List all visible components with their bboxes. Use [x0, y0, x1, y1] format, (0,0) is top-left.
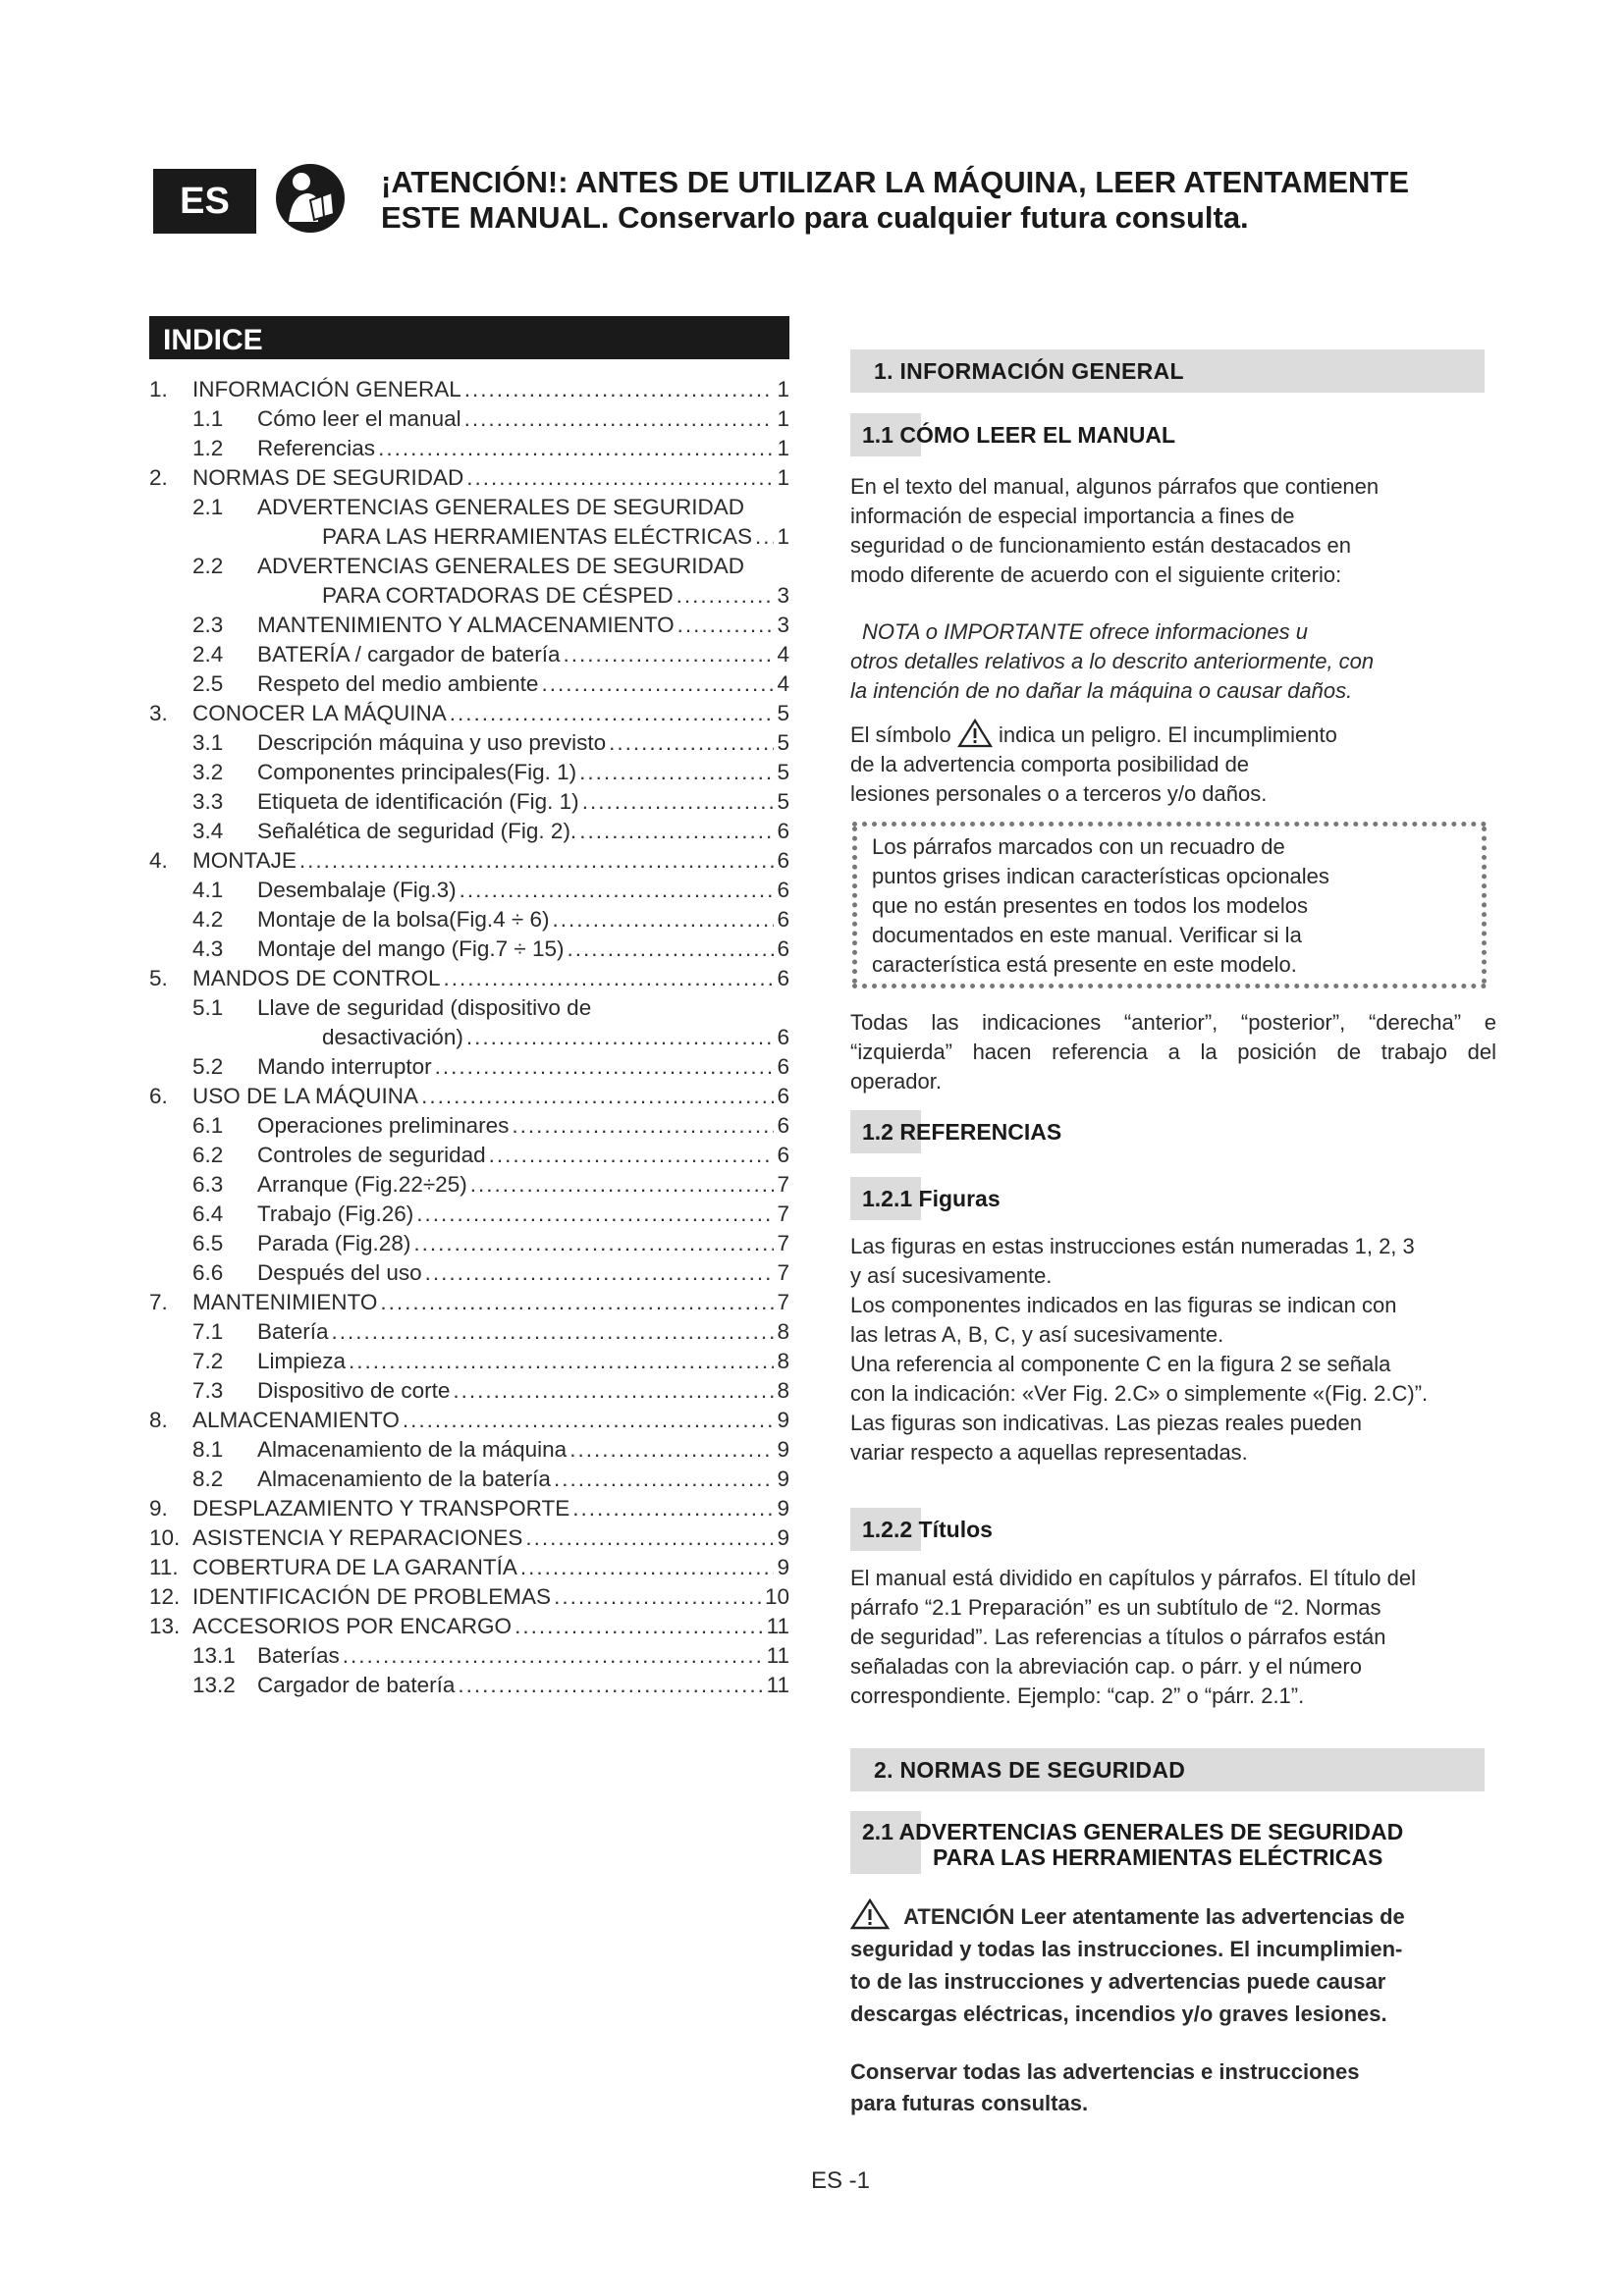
header-warning-title: [381, 165, 1461, 236]
toc-leader-dots: [514, 1614, 764, 1639]
toc-entry: [149, 1555, 789, 1584]
toc-entry-title: BATERÍA / cargador de batería: [257, 642, 561, 667]
toc-entry-page: 3: [777, 583, 789, 608]
toc-entry-page: 8: [777, 1349, 789, 1373]
text-line: NOTA o IMPORTANTE ofrece informaciones u: [862, 619, 1308, 644]
text-line: Las figuras en estas instrucciones están numeradas 1, 2, 3: [850, 1234, 1415, 1258]
text-fragment: indica un peligro. El incumplimiento: [998, 722, 1337, 747]
toc-leader-dots: [416, 1201, 774, 1227]
toc-entry-title: Después del uso: [257, 1260, 422, 1285]
text-line: característica está presente en este modelo.: [872, 952, 1297, 977]
text-line: lesiones personales o a terceros y/o daños.: [850, 781, 1268, 806]
toc-leader-dots: [677, 613, 775, 638]
read-manual-icon: [275, 163, 346, 234]
toc-entry-title: Montaje de la bolsa(Fig.4 ÷ 6): [257, 907, 550, 932]
toc-entry-title: PARA CORTADORAS DE CÉSPED: [322, 583, 674, 608]
toc-leader-dots: [572, 1496, 774, 1522]
toc-leader-dots: [453, 1378, 774, 1404]
intro-paragraph: [850, 472, 1498, 590]
keep-instructions-paragraph: [850, 2056, 1498, 2119]
toc-entry: [149, 760, 789, 789]
toc-entry-page: 7: [777, 1231, 789, 1255]
toc-entry: [149, 377, 789, 406]
table-of-contents: [149, 377, 789, 1702]
toc-entry: [149, 1584, 789, 1614]
toc-leader-dots: [568, 936, 775, 962]
toc-leader-dots: [435, 1054, 775, 1080]
toc-entry-title: USO DE LA MÁQUINA: [192, 1084, 419, 1108]
toc-entry-number: 2.3: [192, 613, 224, 637]
text-line: documentados en este manual. Verificar si la: [872, 923, 1302, 947]
toc-entry-number: 6.5: [192, 1231, 224, 1255]
text-line: modo diferente de acuerdo con el siguiente criterio:: [850, 562, 1342, 587]
toc-leader-dots: [525, 1525, 774, 1551]
toc-entry: [149, 1231, 789, 1260]
toc-entry-page: 4: [777, 671, 789, 696]
toc-entry-number: 1.1: [192, 406, 224, 431]
toc-entry: [149, 1496, 789, 1525]
toc-entry-title: Montaje del mango (Fig.7 ÷ 15): [257, 936, 565, 961]
toc-entry-page: 9: [777, 1555, 789, 1579]
toc-entry-title: Señalética de seguridad (Fig. 2).: [257, 819, 577, 843]
toc-leader-dots: [466, 465, 774, 491]
toc-entry: [149, 1673, 789, 1702]
direction-paragraph: [850, 1008, 1496, 1096]
toc-entry-title: IDENTIFICACIÓN DE PROBLEMAS: [192, 1584, 552, 1609]
toc-entry: [149, 1408, 789, 1437]
toc-leader-dots: [553, 907, 775, 933]
toc-entry-number: 7.: [149, 1290, 168, 1314]
toc-entry: [149, 1467, 789, 1496]
toc-entry: [149, 789, 789, 819]
toc-entry-page: 9: [777, 1525, 789, 1550]
toc-entry-title: MANTENIMIENTO Y ALMACENAMIENTO: [257, 613, 675, 637]
toc-leader-dots: [466, 1025, 775, 1050]
toc-leader-dots: [299, 848, 775, 874]
toc-entry-title: Componentes principales(Fig. 1): [257, 760, 577, 784]
toc-entry-page: 1: [777, 406, 789, 431]
toc-entry-title: Arranque (Fig.22÷25): [257, 1172, 467, 1197]
toc-entry-number: 7.3: [192, 1378, 224, 1403]
toc-entry-number: 13.1: [192, 1643, 236, 1668]
toc-entry: [149, 1054, 789, 1084]
toc-entry: [149, 1025, 789, 1054]
text-line: párrafo “2.1 Preparación” es un subtítulo de “2. Normas: [850, 1595, 1381, 1620]
toc-leader-dots: [378, 436, 774, 461]
toc-entry-number: 2.: [149, 465, 168, 490]
toc-leader-dots: [460, 878, 775, 903]
warning-triangle-icon: [957, 719, 993, 748]
toc-entry: [149, 701, 789, 730]
text-fragment: El símbolo: [850, 722, 951, 747]
toc-entry-number: 6.3: [192, 1172, 224, 1197]
text-line: Las figuras son indicativas. Las piezas reales pueden: [850, 1411, 1362, 1435]
toc-entry: [149, 1349, 789, 1378]
text-line: correspondiente. Ejemplo: “cap. 2” o “párr. 2.1”.: [850, 1683, 1305, 1708]
toc-entry-title: CONOCER LA MÁQUINA: [192, 701, 447, 725]
text-line: “izquierda” hacen referencia a la posición de trabajo del: [850, 1040, 1496, 1064]
toc-leader-dots: [520, 1555, 775, 1580]
toc-leader-dots: [450, 701, 775, 726]
text-fragment: ATENCIÓN Leer atentamente las advertencias de: [903, 1904, 1405, 1929]
toc-entry-page: 7: [777, 1172, 789, 1197]
figures-paragraph: [850, 1232, 1498, 1468]
section-1-2-1-heading: 1.2.1 Figuras: [850, 1177, 1001, 1220]
toc-entry: [149, 907, 789, 936]
toc-leader-dots: [464, 406, 775, 432]
toc-entry: [149, 1201, 789, 1231]
toc-entry: [149, 936, 789, 966]
toc-entry-page: 11: [766, 1673, 789, 1697]
text-line: la intención de no dañar la máquina o causar daños.: [850, 678, 1353, 703]
toc-entry-number: 4.1: [192, 878, 224, 902]
toc-leader-dots: [464, 377, 775, 402]
toc-leader-dots: [343, 1643, 764, 1669]
toc-entry: [149, 1614, 789, 1643]
toc-entry-title: Baterías: [257, 1643, 340, 1668]
text-line: de la advertencia comporta posibilidad de: [850, 752, 1250, 776]
toc-entry: [149, 583, 789, 613]
toc-entry-page: 7: [777, 1260, 789, 1285]
toc-leader-dots: [413, 1231, 774, 1256]
toc-entry: [149, 465, 789, 495]
text-line: Los componentes indicados en las figuras se indican con: [850, 1293, 1397, 1317]
toc-entry-number: 2.4: [192, 642, 224, 667]
toc-entry-title: Referencias: [257, 436, 376, 460]
language-badge: ES: [153, 169, 256, 234]
toc-entry-number: 8.2: [192, 1467, 224, 1491]
toc-leader-dots: [444, 966, 775, 991]
toc-entry-page: 6: [777, 907, 789, 932]
toc-entry-page: 6: [777, 1143, 789, 1167]
toc-leader-dots: [609, 730, 774, 756]
text-line: to de las instrucciones y advertencias puede causar: [850, 1969, 1386, 1994]
toc-entry-number: 3.4: [192, 819, 224, 843]
toc-entry-title: ASISTENCIA Y REPARACIONES: [192, 1525, 523, 1550]
warning-symbol-paragraph: [850, 719, 1498, 809]
toc-entry-number: 7.1: [192, 1319, 224, 1344]
toc-leader-dots: [541, 671, 774, 697]
toc-entry-title: MANTENIMIENTO: [192, 1290, 378, 1314]
toc-entry-title: desactivación): [322, 1025, 463, 1049]
toc-entry-page: 6: [777, 1113, 789, 1138]
toc-entry-page: 6: [777, 1084, 789, 1108]
toc-entry-page: 5: [777, 730, 789, 755]
toc-entry: [149, 406, 789, 436]
toc-entry-number: 1.2: [192, 436, 224, 460]
heading-line: PARA LAS HERRAMIENTAS ELÉCTRICAS: [933, 1844, 1383, 1870]
toc-entry: [149, 1319, 789, 1349]
section-1-heading: 1. INFORMACIÓN GENERAL: [850, 349, 1485, 393]
toc-leader-dots: [470, 1172, 775, 1198]
optional-feature-text: [872, 832, 1329, 980]
section-2-heading: 2. NORMAS DE SEGURIDAD: [850, 1748, 1485, 1791]
toc-entry-number: 4.: [149, 848, 168, 873]
toc-entry-number: 3.3: [192, 789, 224, 814]
toc-entry-number: 2.2: [192, 554, 224, 578]
toc-entry-page: 6: [777, 848, 789, 873]
toc-entry: [149, 878, 789, 907]
toc-entry-page: 9: [777, 1408, 789, 1432]
toc-entry-title: ADVERTENCIAS GENERALES DE SEGURIDAD: [257, 554, 744, 578]
toc-entry-title: Limpieza: [257, 1349, 347, 1373]
toc-entry: [149, 1113, 789, 1143]
toc-leader-dots: [425, 1260, 775, 1286]
text-line: operador.: [850, 1069, 942, 1094]
header-title-line-2: ESTE MANUAL. Conservarlo para cualquier futura consulta.: [381, 200, 1249, 235]
toc-entry-number: 5.1: [192, 995, 224, 1020]
toc-entry-title: ACCESORIOS POR ENCARGO: [192, 1614, 513, 1638]
toc-leader-dots: [579, 819, 774, 844]
text-line: para futuras consultas.: [850, 2091, 1089, 2115]
toc-entry-page: 9: [777, 1467, 789, 1491]
text-line: En el texto del manual, algunos párrafos que contienen: [850, 474, 1380, 499]
toc-leader-dots: [349, 1349, 774, 1374]
toc-entry-number: 2.1: [192, 495, 224, 519]
toc-entry-title: Cómo leer el manual: [257, 406, 461, 431]
titles-paragraph: [850, 1564, 1498, 1711]
toc-entry-page: 5: [777, 789, 789, 814]
toc-entry-title: Operaciones preliminares: [257, 1113, 510, 1138]
toc-entry-page: 6: [777, 819, 789, 843]
text-line: descargas eléctricas, incendios y/o graves lesiones.: [850, 2002, 1387, 2026]
toc-entry-number: 11.: [149, 1555, 179, 1579]
toc-entry-title: MANDOS DE CONTROL: [192, 966, 441, 990]
section-1-2-2-heading: 1.2.2 Títulos: [850, 1508, 993, 1551]
toc-entry-page: 9: [777, 1437, 789, 1462]
index-heading: INDICE: [149, 316, 789, 359]
text-line: que no están presentes en todos los modelos: [872, 893, 1308, 918]
toc-leader-dots: [421, 1084, 774, 1109]
toc-entry-number: 13.2: [192, 1673, 236, 1697]
text-line: de seguridad”. Las referencias a títulos o párrafos están: [850, 1625, 1386, 1649]
toc-entry-title: Almacenamiento de la máquina: [257, 1437, 568, 1462]
toc-entry-page: 10: [764, 1584, 789, 1609]
toc-entry-number: 5.: [149, 966, 168, 990]
toc-leader-dots: [458, 1673, 763, 1698]
toc-entry: [149, 995, 789, 1025]
toc-entry-page: 7: [777, 1290, 789, 1314]
warning-triangle-icon: [850, 1898, 890, 1930]
text-line: las letras A, B, C, y así sucesivamente.: [850, 1322, 1224, 1347]
text-line: otros detalles relativos a lo descrito anteriormente, con: [850, 649, 1375, 673]
toc-entry-title: Respeto del medio ambiente: [257, 671, 539, 696]
toc-entry: [149, 613, 789, 642]
toc-entry-title: COBERTURA DE LA GARANTÍA: [192, 1555, 517, 1579]
toc-entry-number: 6.1: [192, 1113, 224, 1138]
toc-entry-number: 2.5: [192, 671, 224, 696]
text-line: Conservar todas las advertencias e instrucciones: [850, 2059, 1360, 2084]
text-line: El manual está dividido en capítulos y párrafos. El título del: [850, 1566, 1416, 1590]
toc-entry-title: ADVERTENCIAS GENERALES DE SEGURIDAD: [257, 495, 744, 519]
toc-entry-number: 12.: [149, 1584, 181, 1609]
toc-leader-dots: [569, 1437, 774, 1463]
toc-entry-number: 1.: [149, 377, 168, 401]
toc-leader-dots: [564, 642, 775, 667]
toc-entry: [149, 819, 789, 848]
toc-entry-title: Llave de seguridad (dispositivo de: [257, 995, 592, 1020]
header-title-line-1: ¡ATENCIÓN!: ANTES DE UTILIZAR LA MÁQUINA, LEER ATENTAMENTE: [381, 165, 1410, 199]
toc-leader-dots: [403, 1408, 775, 1433]
page-number: ES -1: [811, 2167, 871, 2194]
toc-entry-page: 1: [777, 465, 789, 490]
toc-entry-page: 7: [777, 1201, 789, 1226]
toc-entry: [149, 1172, 789, 1201]
toc-entry: [149, 671, 789, 701]
toc-entry-title: Batería: [257, 1319, 329, 1344]
toc-entry: [149, 524, 789, 554]
text-line: señaladas con la abreviación cap. o párr. y el número: [850, 1654, 1362, 1679]
toc-entry-page: 1: [777, 377, 789, 401]
toc-entry-number: 9.: [149, 1496, 168, 1521]
toc-entry-number: 5.2: [192, 1054, 224, 1079]
toc-entry-page: 6: [777, 1025, 789, 1049]
toc-entry: [149, 436, 789, 465]
toc-entry-number: 6.2: [192, 1143, 224, 1167]
toc-entry-page: 4: [777, 642, 789, 667]
toc-entry-page: 8: [777, 1319, 789, 1344]
toc-entry: [149, 1290, 789, 1319]
toc-entry-number: 13.: [149, 1614, 181, 1638]
toc-entry-title: Almacenamiento de la batería: [257, 1467, 551, 1491]
toc-entry-number: 8.1: [192, 1437, 224, 1462]
toc-entry-title: Cargador de batería: [257, 1673, 456, 1697]
heading-line: 2.1 ADVERTENCIAS GENERALES DE SEGURIDAD: [862, 1819, 1404, 1844]
toc-leader-dots: [332, 1319, 775, 1345]
text-line: Los párrafos marcados con un recuadro de: [872, 834, 1285, 859]
toc-entry-page: 11: [766, 1614, 789, 1638]
text-line: con la indicación: «Ver Fig. 2.C» o simplemente «(Fig. 2.C)”.: [850, 1381, 1429, 1406]
text-line: Una referencia al componente C en la figura 2 se señala: [850, 1352, 1391, 1376]
toc-entry-title: PARA LAS HERRAMIENTAS ELÉCTRICAS: [322, 524, 753, 549]
section-2-1-heading: [850, 1811, 1403, 1874]
toc-entry-page: 8: [777, 1378, 789, 1403]
toc-entry: [149, 1260, 789, 1290]
toc-entry-page: 6: [777, 966, 789, 990]
text-line: información de especial importancia a fines de: [850, 504, 1295, 528]
toc-entry-title: DESPLAZAMIENTO Y TRANSPORTE: [192, 1496, 570, 1521]
section-1-2-heading: 1.2 REFERENCIAS: [850, 1110, 1061, 1153]
toc-entry-number: 6.: [149, 1084, 168, 1108]
text-line: seguridad y todas las instrucciones. El incumplimien-: [850, 1937, 1403, 1961]
toc-entry-title: Mando interruptor: [257, 1054, 432, 1079]
text-line: y así sucesivamente.: [850, 1263, 1053, 1288]
toc-entry-page: 6: [777, 878, 789, 902]
toc-entry-page: 9: [777, 1496, 789, 1521]
toc-entry-number: 4.2: [192, 907, 224, 932]
toc-entry: [149, 1143, 789, 1172]
toc-entry-number: 6.6: [192, 1260, 224, 1285]
toc-entry-number: 10.: [149, 1525, 181, 1550]
toc-entry-number: 7.2: [192, 1349, 224, 1373]
toc-entry-title: MONTAJE: [192, 848, 297, 873]
toc-entry-title: Dispositivo de corte: [257, 1378, 451, 1403]
toc-entry: [149, 1437, 789, 1467]
toc-leader-dots: [755, 524, 774, 550]
toc-entry-page: 1: [777, 436, 789, 460]
toc-entry-title: Parada (Fig.28): [257, 1231, 411, 1255]
toc-leader-dots: [554, 1584, 762, 1610]
note-paragraph: [850, 617, 1498, 706]
text-line: puntos grises indican características opcionales: [872, 864, 1329, 888]
toc-leader-dots: [582, 789, 775, 815]
toc-entry-title: Trabajo (Fig.26): [257, 1201, 414, 1226]
toc-entry-title: NORMAS DE SEGURIDAD: [192, 465, 464, 490]
toc-entry-number: 4.3: [192, 936, 224, 961]
text-line: seguridad o de funcionamiento están destacados en: [850, 533, 1352, 558]
toc-entry: [149, 848, 789, 878]
toc-entry: [149, 554, 789, 583]
toc-entry-page: 11: [766, 1643, 789, 1668]
section-1-1-heading: 1.1 CÓMO LEER EL MANUAL: [850, 413, 1175, 456]
toc-entry: [149, 495, 789, 524]
toc-entry: [149, 1084, 789, 1113]
text-line: variar respecto a aquellas representadas.: [850, 1440, 1248, 1465]
toc-entry: [149, 1525, 789, 1555]
toc-entry: [149, 966, 789, 995]
toc-leader-dots: [554, 1467, 775, 1492]
toc-leader-dots: [489, 1143, 775, 1168]
toc-entry-title: INFORMACIÓN GENERAL: [192, 377, 461, 401]
toc-entry-title: ALMACENAMIENTO: [192, 1408, 400, 1432]
toc-entry-title: Descripción máquina y uso previsto: [257, 730, 607, 755]
toc-leader-dots: [579, 760, 774, 785]
toc-leader-dots: [380, 1290, 774, 1315]
toc-entry-number: 3.: [149, 701, 168, 725]
toc-entry-number: 3.1: [192, 730, 224, 755]
toc-entry-number: 6.4: [192, 1201, 224, 1226]
toc-leader-dots: [677, 583, 775, 609]
toc-entry-number: 8.: [149, 1408, 168, 1432]
toc-entry: [149, 642, 789, 671]
toc-entry: [149, 1643, 789, 1673]
toc-entry: [149, 730, 789, 760]
toc-entry-page: 3: [777, 613, 789, 637]
toc-leader-dots: [512, 1113, 774, 1139]
toc-entry-number: 3.2: [192, 760, 224, 784]
toc-entry-page: 5: [777, 760, 789, 784]
toc-entry-page: 6: [777, 1054, 789, 1079]
text-line: Todas las indicaciones “anterior”, “posterior”, “derecha” e: [850, 1010, 1496, 1035]
toc-entry-title: Etiqueta de identificación (Fig. 1): [257, 789, 579, 814]
toc-entry-page: 5: [777, 701, 789, 725]
toc-entry-title: Desembalaje (Fig.3): [257, 878, 457, 902]
toc-entry-title: Controles de seguridad: [257, 1143, 486, 1167]
toc-entry: [149, 1378, 789, 1408]
attention-paragraph: [850, 1898, 1498, 2030]
toc-entry-page: 1: [777, 524, 789, 549]
toc-entry-page: 6: [777, 936, 789, 961]
